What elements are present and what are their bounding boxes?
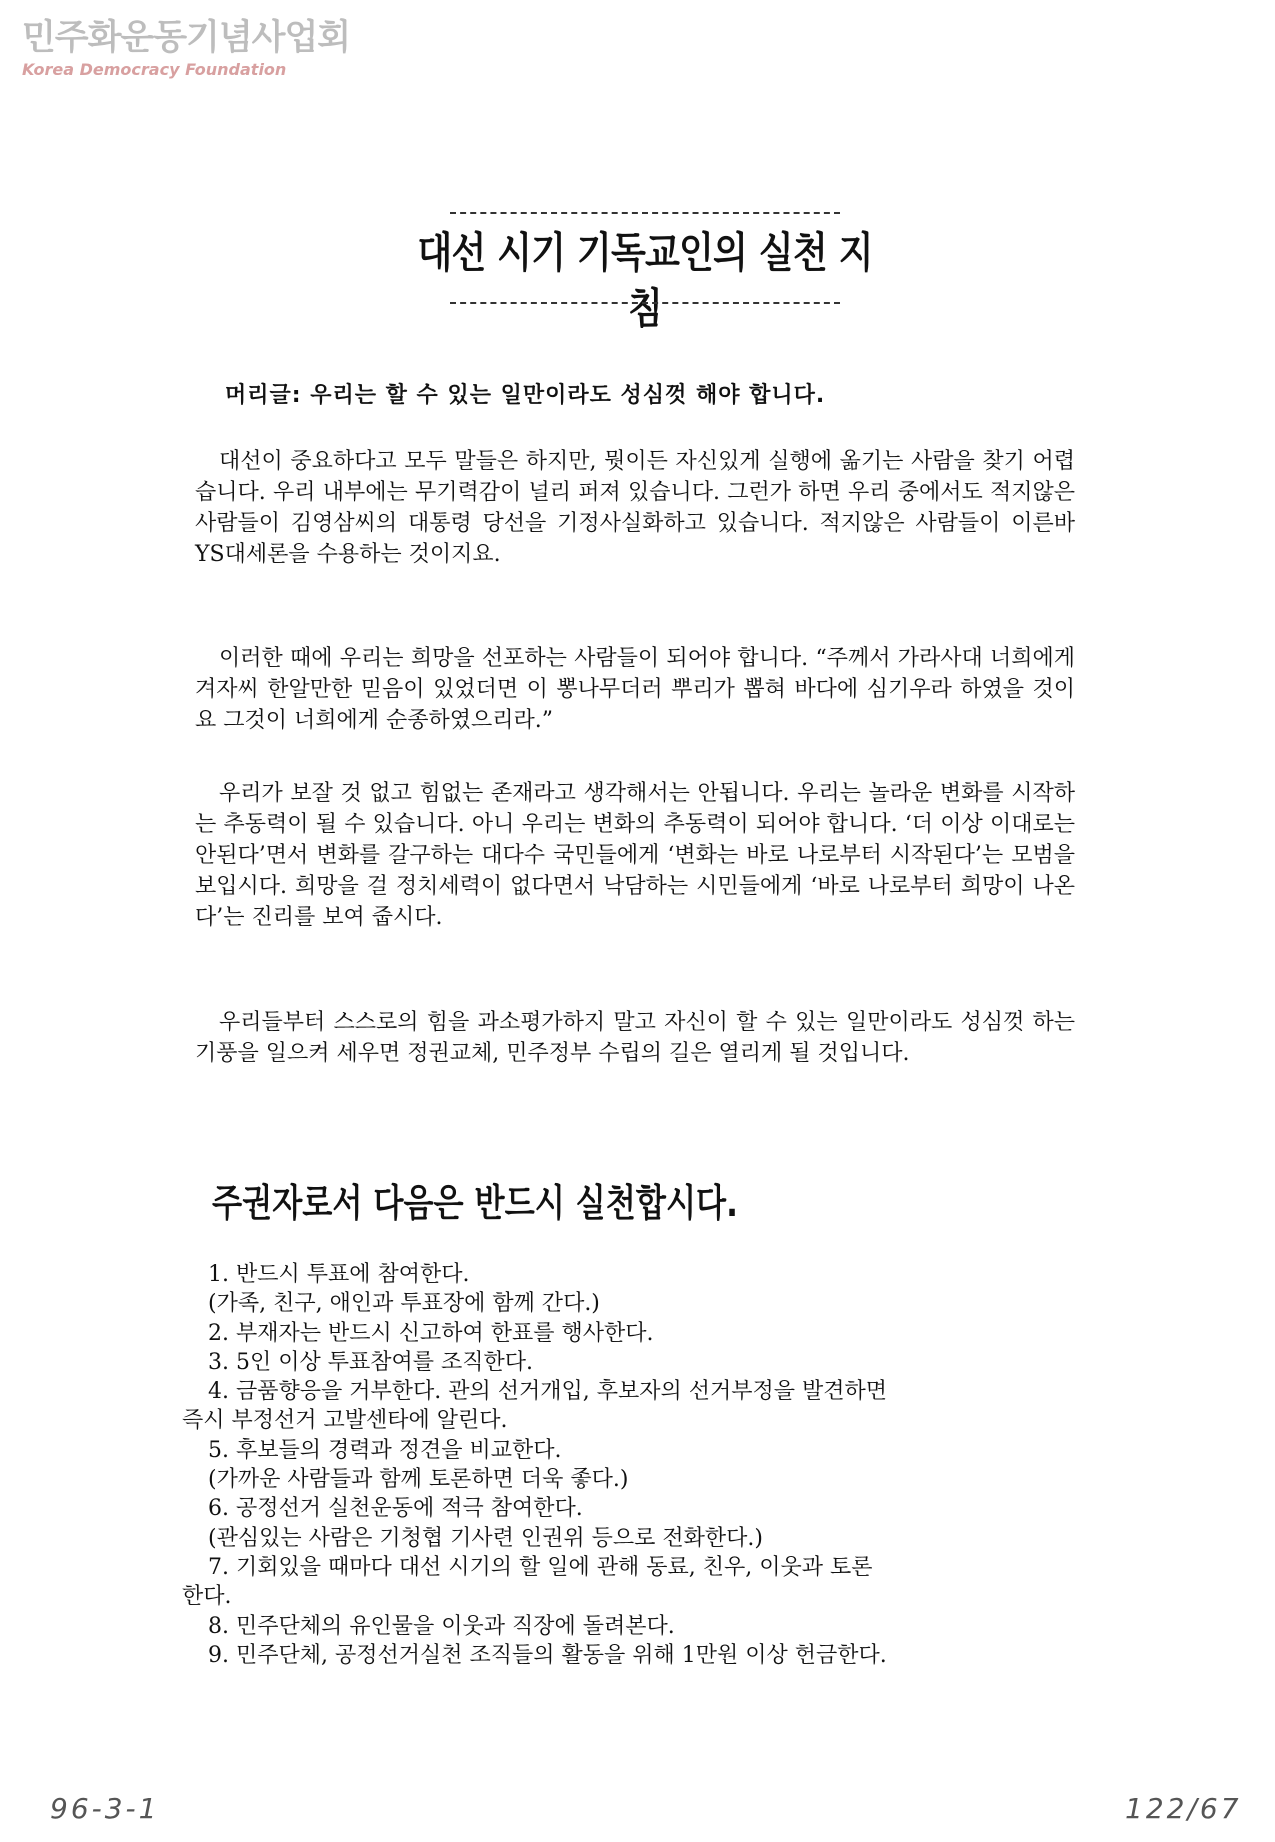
list-item: 3. 5인 이상 투표참여를 조직한다. [208,1349,533,1375]
list-item: 9. 민주단체, 공정선거실천 조직들의 활동을 위해 1만원 이상 헌금한다. [208,1642,887,1668]
foundation-logo [22,18,350,80]
list-item-note: (가족, 친구, 애인과 투표장에 함께 간다.) [208,1291,600,1317]
preface-heading: 머리글: 우리는 할 수 있는 일만이라도 성심껏 해야 합니다. [225,383,826,408]
list-item-continuation: 즉시 부정선거 고발센타에 알린다. [182,1408,508,1434]
logo-english-text: Korea Democracy Foundation [22,60,287,79]
list-item-note: (가까운 사람들과 함께 토론하면 더욱 좋다.) [208,1467,629,1493]
list-item: 8. 민주단체의 유인물을 이웃과 직장에 돌려본다. [208,1613,675,1639]
logo-korean-text: 민주화운동기념사업회 [22,18,351,58]
list-item-continuation: 한다. [182,1584,232,1610]
list-item: 5. 후보들의 경력과 정견을 비교한다. [208,1437,562,1463]
action-list [182,1260,1082,1670]
handwritten-page-number: 122/67 [1125,1792,1242,1825]
list-item: 1. 반드시 투표에 참여한다. [208,1262,470,1287]
list-item-note: (관심있는 사람은 기청협 기사련 인권위 등으로 전화한다.) [208,1525,763,1551]
body-paragraph-4: 우리들부터 스스로의 힘을 과소평가하지 말고 자신이 할 수 있는 일만이라도 성심껏 하는 기풍을 일으켜 세우면 정권교체, 민주정부 수립의 길은 열리게 될 것입니다. [195,1010,1075,1066]
section-heading: 주권자로서 다음은 반드시 실천합시다. [212,1181,739,1225]
list-item: 6. 공정선거 실천운동에 적극 참여한다. [208,1496,583,1522]
handwritten-archive-number: 96-3-1 [50,1792,160,1825]
body-paragraph-3: 우리가 보잘 것 없고 힘없는 존재라고 생각해서는 안됩니다. 우리는 놀라운 변화를 시작하는 추동력이 될 수 있습니다. 아니 우리는 변화의 추동력이 되어야 합니다. ‘더 이상 이대로는 안된다’면서 변화를 갈구하는 대다수 국민들에게 ‘변화는 바로 나로부터 시작된다’는 모범을 보입시다. 희망을 걸 정치세력이 없다면서 낙담하는 시민들에게 ‘바로 나로부터 희망이 나온다’는 진리를 보여 줍시다. [195,781,1075,930]
body-paragraph-1: 대선이 중요하다고 모두 말들은 하지만, 뭣이든 자신있게 실행에 옮기는 사람을 찾기 어렵습니다. 우리 내부에는 무기력감이 널리 퍼져 있습니다. 그런가 하면 우리 중에서도 적지않은 사람들이 김영삼씨의 대통령 당선을 기정사실화하고 있습니다. 적지않은 사람들이 이른바 YS대세론을 수용하는 것이지요. [195,449,1075,567]
document-title: 대선 시기 기독교인의 실천 지침 [417,228,873,333]
title-rule-top [450,212,840,214]
list-item: 2. 부재자는 반드시 신고하여 한표를 행사한다. [208,1320,654,1346]
body-paragraph-2: 이러한 때에 우리는 희망을 선포하는 사람들이 되어야 합니다. “주께서 가라사대 너희에게 겨자씨 한알만한 믿음이 있었더면 이 뽕나무더러 뿌리가 뽑혀 바다에 심기우라 하였을 것이요 그것이 너희에게 순종하였으리라.” [195,646,1075,733]
list-item: 7. 기회있을 때마다 대선 시기의 할 일에 관해 동료, 친우, 이웃과 토론 [208,1554,873,1580]
list-item: 4. 금품향응을 거부한다. 관의 선거개입, 후보자의 선거부정을 발견하면 [208,1379,887,1405]
title-rule-bottom [450,302,840,304]
